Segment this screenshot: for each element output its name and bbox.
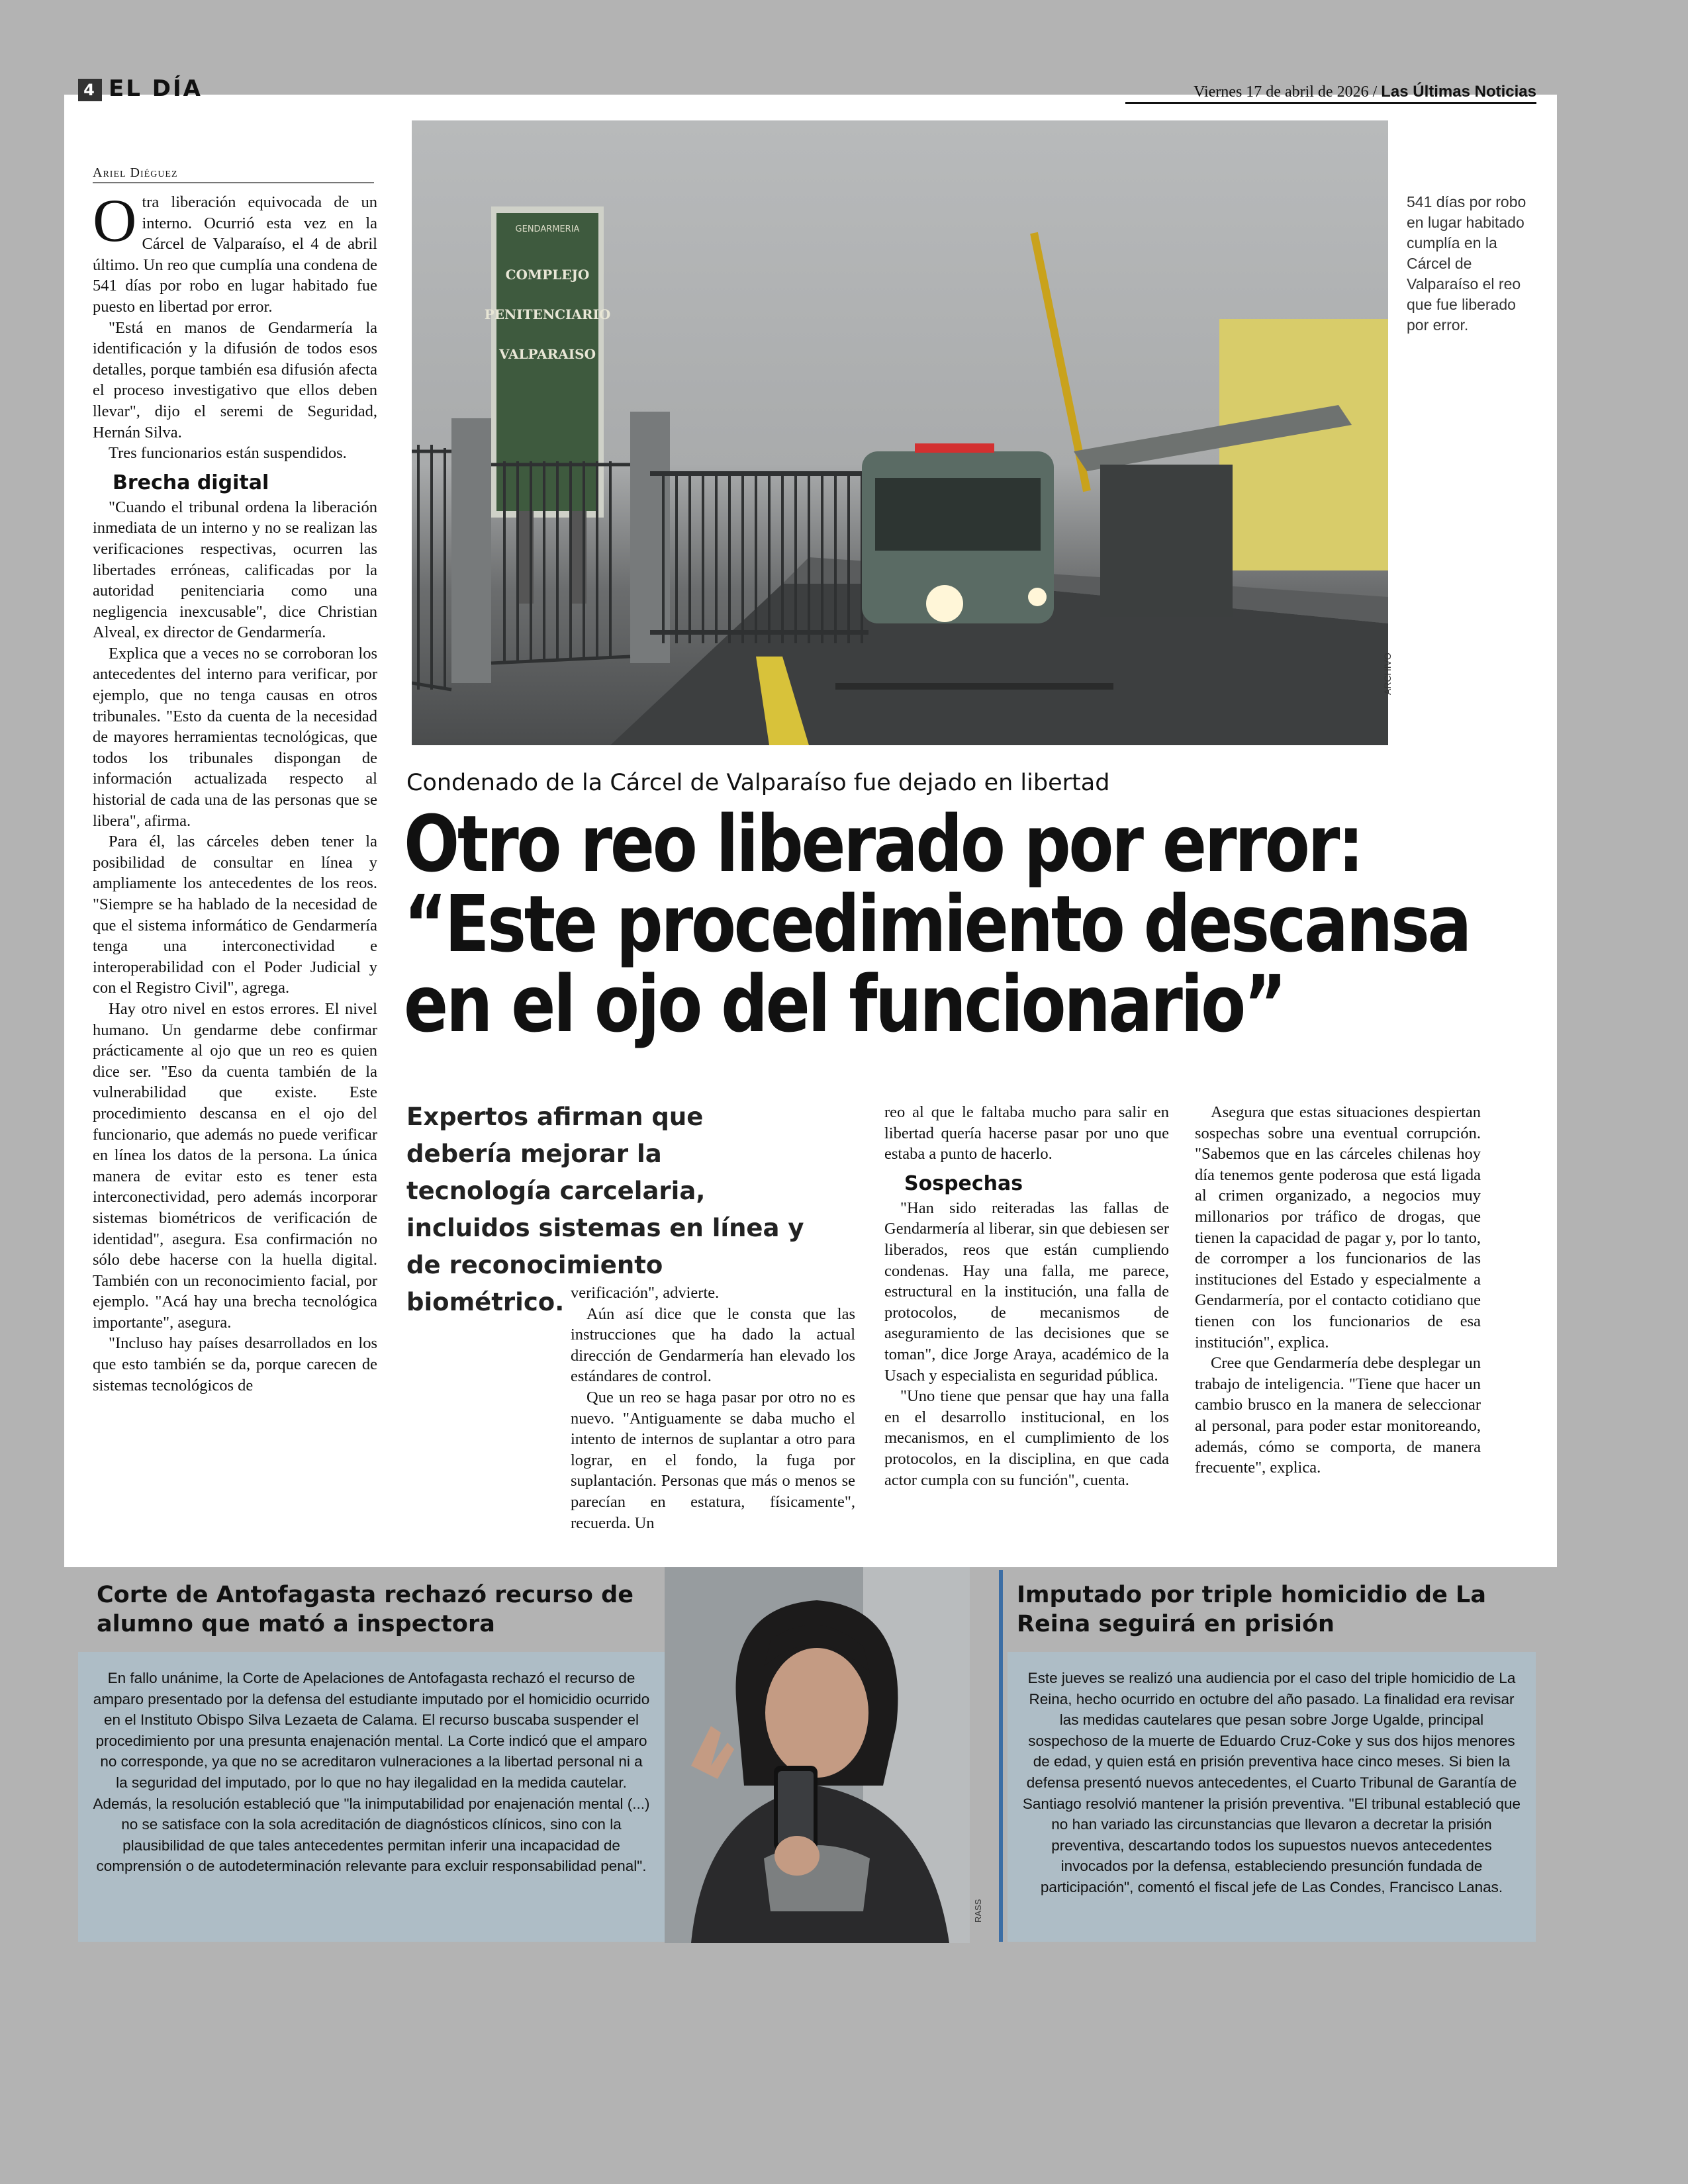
story-right-headline: Imputado por triple homicidio de La Reina seguirá en prisión xyxy=(1017,1582,1486,1637)
paragraph: Hay otro nivel en estos errores. El nivel humano. Un gendarme debe confirmar prácticamente al ojo que un reo es quien dice ser. "Eso da cuenta también de la vulnerabilidad que existe. Este procedimiento descansa en el ojo del funcionario, que además no puede verificar en línea los datos de la persona. La única manera de evitar esto es tener esta interconectividad, pero además incorporar sistemas biométricos de verificación de identidad", asegura. Esa confirmación no sólo debe hacerse con la huella digital. También con un reconocimiento facial, por ejemplo. "Acá hay una brecha tecnológica importante", asegura. xyxy=(93,999,377,1332)
page-number: 4 xyxy=(78,79,102,101)
paragraph: "Uno tiene que pensar que hay una falla en el desarrollo institucional, en los mecanismos, en el cumplimiento de los protocolos, en la disciplina, en que cada actor cumpla con su función", cuenta. xyxy=(884,1387,1169,1489)
paragraph: Tres funcionarios están suspendidos. xyxy=(109,444,347,463)
paragraph: verificación", advierte. xyxy=(571,1284,720,1302)
headline-line: en el ojo del funcionario” xyxy=(404,958,1285,1050)
photo-illustration xyxy=(665,1567,970,1943)
article-column-1 xyxy=(93,187,377,1396)
section-header xyxy=(78,75,203,102)
issue-date: Viernes 17 de abril de 2026 xyxy=(1194,83,1369,101)
article-column-4 xyxy=(1195,1102,1481,1479)
paragraph: Explica que a veces no se corroboran los antecedentes del interno para verificar, por ejemplo, que no tenga causas en otros tribunales. "Esto da cuenta de la necesidad de mayores herramientas tecnológicas, que todos los tribunales dispongan de información actualizada respecto al historial de cada una de las personas que se libera", afirma. xyxy=(93,644,377,830)
dropcap: O xyxy=(93,187,137,254)
publication-name: Las Últimas Noticias xyxy=(1381,83,1536,101)
deck-summary: Expertos afirman que debería mejorar la tecnología carcelaria, incluidos sistemas en línea y de reconocimiento biométrico. xyxy=(406,1103,804,1316)
paragraph: reo al que le faltaba mucho para salir en libertad quería hacerse pasar por uno que estaba a punto de hacerlo. xyxy=(884,1103,1169,1163)
prison-gate-photo xyxy=(412,120,1388,745)
header-separator: / xyxy=(1372,83,1378,101)
article-column-2 xyxy=(571,1283,855,1533)
photo-illustration xyxy=(412,120,1388,745)
article-column-3 xyxy=(884,1102,1169,1490)
paragraph: Para él, las cárceles deben tener la posibilidad de consultar en línea y ampliamente los antecedentes de los reos. "Siempre se ha hablado de la necesidad de que el sistema informático de Gendarmería tenga una interconectividad e interoperabilidad con el Poder Judicial y con el Registro Civil", agrega. xyxy=(93,833,377,997)
story-left-body: En fallo unánime, la Corte de Apelaciones de Antofagasta rechazó el recurso de amparo presentado por la defensa del estudiante imputado por el homicidio ocurrido en el Instituto Obispo Silva Lezaeta de Calama. El recurso buscaba suspender el procedimiento por una presunta enajenación mental. La Corte indicó que el amparo no corresponde, ya que no se acreditaron vulneraciones a la libertad personal ni a la seguridad del imputado, por lo que no hay ilegalidad en la medida cautelar. Además, la resolución estableció que "la inimputabilidad por enajenación mental (...) no se satisface con la sola acreditación de diagnósticos clínicos, sino con la plausibilidad de que tales antecedentes permitan inferir una incapacidad de comprensión o de autodeterminación relevante para excluir responsabilidad penal". xyxy=(93,1670,650,1875)
section-name: EL DÍA xyxy=(109,75,203,102)
photo-credit: ARCHIVO xyxy=(1382,653,1393,695)
story-left-headline: Corte de Antofagasta rechazó recurso de alumno que mató a inspectora xyxy=(97,1582,633,1637)
photo-caption: 541 días por robo en lugar habitado cumplía en la Cárcel de Valparaíso el reo que fue liberado por error. xyxy=(1407,193,1526,334)
paragraph: Aún así dice que le consta que las instrucciones que ha dado la actual dirección de Gendarmería han elevado los estándares de control. xyxy=(571,1304,855,1386)
paragraph: "Está en manos de Gendarmería la identificación y la difusión de todos esos detalles, porque también esa difusión afecta el proceso investigativo que ellos deben llevar", dijo el seremi de Seguridad, Hernán Silva. xyxy=(93,318,377,441)
photo-credit: RASS xyxy=(973,1899,983,1923)
sign-line: GENDARMERIA xyxy=(515,224,580,234)
paragraph: Otra liberación equivocada de un interno. Ocurrió esta vez en la Cárcel de Valparaíso, el 4 de abril último. Un reo que cumplía una condena de 541 días por robo en lugar habitado fue puesto en libertad por error. xyxy=(93,187,377,316)
subhead: Sospechas xyxy=(904,1171,1023,1195)
paragraph: "Cuando el tribunal ordena la liberación inmediata de un interno y no se realizan las verificaciones respectivas, ocurren las libertades erróneas, calificadas por la autoridad penitenciaria como una negligencia inexcusable", dice Christian Alveal, ex director de Gendarmería. xyxy=(93,498,377,642)
sign-line: COMPLEJO xyxy=(505,267,590,283)
byline: Ariel Diéguez xyxy=(93,165,374,183)
student-photo xyxy=(665,1567,970,1943)
paragraph: Que un reo se haga pasar por otro no es nuevo. "Antiguamente se daba mucho el intento de internos de suplantar a otro para lograr, en el fondo, la fuga por suplantación. Personas que más o menos se parecían en estatura, físicamente", recuerda. Un xyxy=(571,1388,855,1532)
date-publication xyxy=(1125,82,1536,104)
paragraph: "Han sido reiteradas las fallas de Gendarmería al liberar, sin que debiesen ser liberados, reos que están cumpliendo condenas. Hay una falla, me parece, estructural en la institución, una falla de protocolos, de mecanismos de aseguramiento de las decisiones que se toman", dice Jorge Araya, académico de la Usach y especialista en seguridad pública. xyxy=(884,1199,1169,1385)
headline xyxy=(404,798,1470,1050)
sign-line: PENITENCIARIO xyxy=(484,306,611,322)
story-right-body: Este jueves se realizó una audiencia por el caso del triple homicidio de La Reina, hecho ocurrido en octubre del año pasado. La finalidad era revisar las medidas cautelares que pesan sobre Jorge Ugalde, principal sospechoso de la muerte de Eduardo Cruz-Coke y sus dos hijos menores de edad, y quien está en prisión preventiva hace cinco meses. Si bien la defensa presentó nuevos antecedentes, el Cuarto Tribunal de Garantía de Santiago resolvió mantener la prisión preventiva. "El tribunal estableció que no han variado las circunstancias que llevaron a decretar la prisión preventiva, descartando todos los supuestos nuevos antecedentes invocados por la defensa, estableciendo presunción fundada de participación", comentó el fiscal jefe de Las Condes, Francisco Lanas. xyxy=(1022,1670,1521,1895)
sign-line: VALPARAISO xyxy=(498,346,596,362)
paragraph: Cree que Gendarmería debe desplegar un trabajo de inteligencia. "Tiene que hacer un cambio brusco en la manera de seleccionar al personal, para poder estar monitoreando, además, cómo se comporta, de manera frecuente", explica. xyxy=(1195,1354,1481,1477)
paragraph: "Incluso hay países desarrollados en los que esto también se da, porque carecen de sistemas tecnológicos de xyxy=(93,1334,377,1394)
paragraph: Asegura que estas situaciones despiertan sospechas sobre una eventual corrupción. "Sabemos que en las cárceles chilenas hoy día tenemos gente poderosa que está ligada al crimen organizado, a negocios muy millonarios por tráfico de drogas, que tienen la capacidad de pagar y, por lo tanto, de corromper a los funcionarios de las instituciones del Estado y especialmente a Gendarmería, por el contacto cotidiano que tienen con los funcionarios de esa institución", explica. xyxy=(1195,1103,1481,1351)
headline-line: “Este procedimiento descansa xyxy=(404,878,1470,970)
column-divider xyxy=(999,1570,1003,1942)
headline-line: Otro reo liberado por error: xyxy=(404,798,1362,889)
kicker: Condenado de la Cárcel de Valparaíso fue dejado en libertad xyxy=(406,770,1110,796)
subhead: Brecha digital xyxy=(113,471,269,494)
